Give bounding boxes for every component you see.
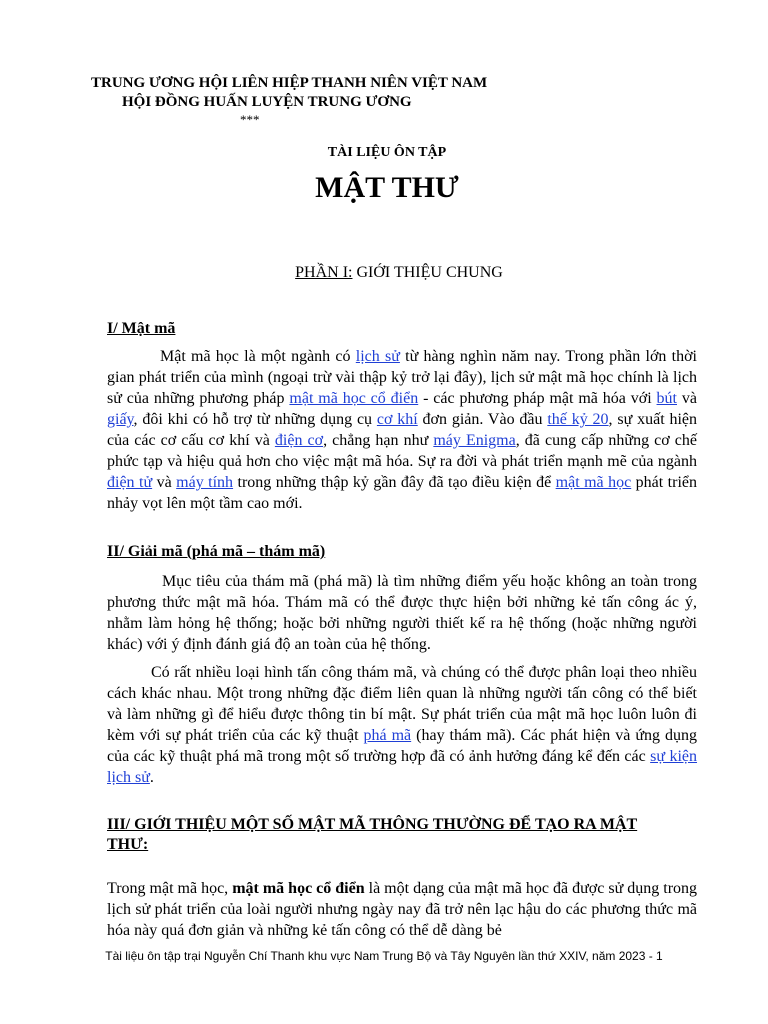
link-giay[interactable]: giấy (107, 411, 134, 428)
text-run: , chẳng hạn như (323, 432, 434, 449)
document-subtitle: TÀI LIỆU ÔN TẬP (327, 145, 447, 160)
text-run: và (677, 390, 697, 407)
section-3-heading-line-1: III/ GIỚI THIỆU MỘT SỐ MẬT MÃ THÔNG THƯỜNG ĐỂ TẠO RA MẬT (107, 816, 638, 833)
link-may-enigma[interactable]: máy Enigma (433, 432, 516, 449)
link-dien-tu[interactable]: điện tử (107, 474, 153, 491)
text-run: , sự xuất hiện của các cơ cấu cơ khí và (107, 411, 698, 449)
link-su-kien-lich-su[interactable]: sự kiện lịch sử (107, 748, 698, 786)
section-3-heading-line-2: THƯ: (107, 836, 149, 853)
section-1-heading: I/ Mật mã (107, 320, 176, 337)
link-pha-ma[interactable]: phá mã (363, 727, 412, 744)
text-run: , đôi khi có hỗ trợ từ những dụng cụ (133, 411, 377, 428)
section-2-paragraph-1: Mục tiêu của thám mã (phá mã) là tìm những điểm yếu hoặc không an toàn trong phương thức mật mã hóa. Thám mã có thể được thực hiện bởi những kẻ tấn công ác ý, nhằm làm hỏng hệ thống; hoặc bởi những người thiết kế ra hệ thống (hoặc những người khác) với ý định đánh giá độ an toàn của hệ thống. (107, 573, 697, 653)
link-lich-su[interactable]: lịch sử (355, 348, 400, 365)
text-run: . (149, 769, 154, 786)
section-2-heading: II/ Giải mã (phá mã – thám mã) (107, 543, 326, 560)
link-mat-ma-hoc-co-dien[interactable]: mật mã học cổ điển (289, 390, 419, 407)
document-title: MẬT THƯ (315, 171, 459, 204)
section-2-paragraph-2 (107, 662, 697, 788)
text-run: - các phương pháp mật mã hóa với (418, 390, 657, 407)
org-line-1: TRUNG ƯƠNG HỘI LIÊN HIỆP THANH NIÊN VIỆT NAM (91, 75, 488, 91)
text-run: và (152, 474, 177, 491)
text-run: là một dạng của mật mã học đã được sử dụng trong lịch sử phát triển của loài người nhưng ngày nay đã trở nên lạc hậu do các phương thức mã hóa này quá đơn giản và những kẻ tấn công có thể dễ dàng bẻ (107, 880, 698, 939)
link-mat-ma-hoc[interactable]: mật mã học (555, 474, 632, 491)
link-but[interactable]: bút (656, 390, 677, 407)
section-3-heading (107, 815, 637, 855)
link-co-khi[interactable]: cơ khí (376, 411, 418, 428)
part-title: GIỚI THIỆU CHUNG (352, 264, 503, 281)
text-run: , đã cung cấp những cơ chế phức tạp và hiệu quả hơn cho việc mật mã hóa. Sự ra đời và phát triển mạnh mẽ của ngành (107, 432, 698, 470)
org-line-2: HỘI ĐỒNG HUẤN LUYỆN TRUNG ƯƠNG (122, 94, 412, 110)
text-run: từ hàng nghìn năm nay. Trong phần lớn thời gian phát triển của mình (ngoại trừ vài thập kỷ trở lại đây), lịch sử mật mã học chính là lịch sử của những phương pháp (107, 348, 698, 407)
section-3-paragraph (107, 878, 697, 941)
page-footer: Tài liệu ôn tập trại Nguyễn Chí Thanh khu vực Nam Trung Bộ và Tây Nguyên lần thứ XXIV, năm 2023 - 1 (0, 947, 768, 969)
text-run: Có rất nhiều loại hình tấn công thám mã, và chúng có thể được phân loại theo nhiều cách khác nhau. Một trong những đặc điểm liên quan là những người tấn công có thể biết và làm những gì để hiểu được thông tin bí mật. Sự phát triển của mật mã học luôn luôn đi kèm với sự phát triển của các kỹ thuật (107, 664, 697, 744)
section-1-paragraph (107, 346, 697, 514)
text-run: đơn giản. Vào đầu (417, 411, 548, 428)
link-may-tinh[interactable]: máy tính (176, 474, 234, 491)
text-run: Mật mã học là một ngành có (160, 348, 356, 365)
link-the-ky-20[interactable]: thế kỷ 20 (547, 411, 609, 428)
part-heading (30, 264, 768, 282)
bold-term: mật mã học cổ điển (232, 880, 365, 897)
text-run: Trong mật mã học, (107, 880, 233, 897)
header-stars: *** (240, 112, 260, 127)
link-dien-co[interactable]: điện cơ (274, 432, 324, 449)
text-run: (hay thám mã). Các phát hiện và ứng dụng của các kỹ thuật phá mã trong một số trường hợp đã có ảnh hưởng đáng kể đến các (107, 727, 698, 765)
text-run: trong những thập kỷ gần đây đã tạo điều kiện để (233, 474, 556, 491)
text-run: phát triển nhảy vọt lên một tầm cao mới. (107, 474, 697, 512)
part-label: PHẦN I: (295, 264, 353, 281)
